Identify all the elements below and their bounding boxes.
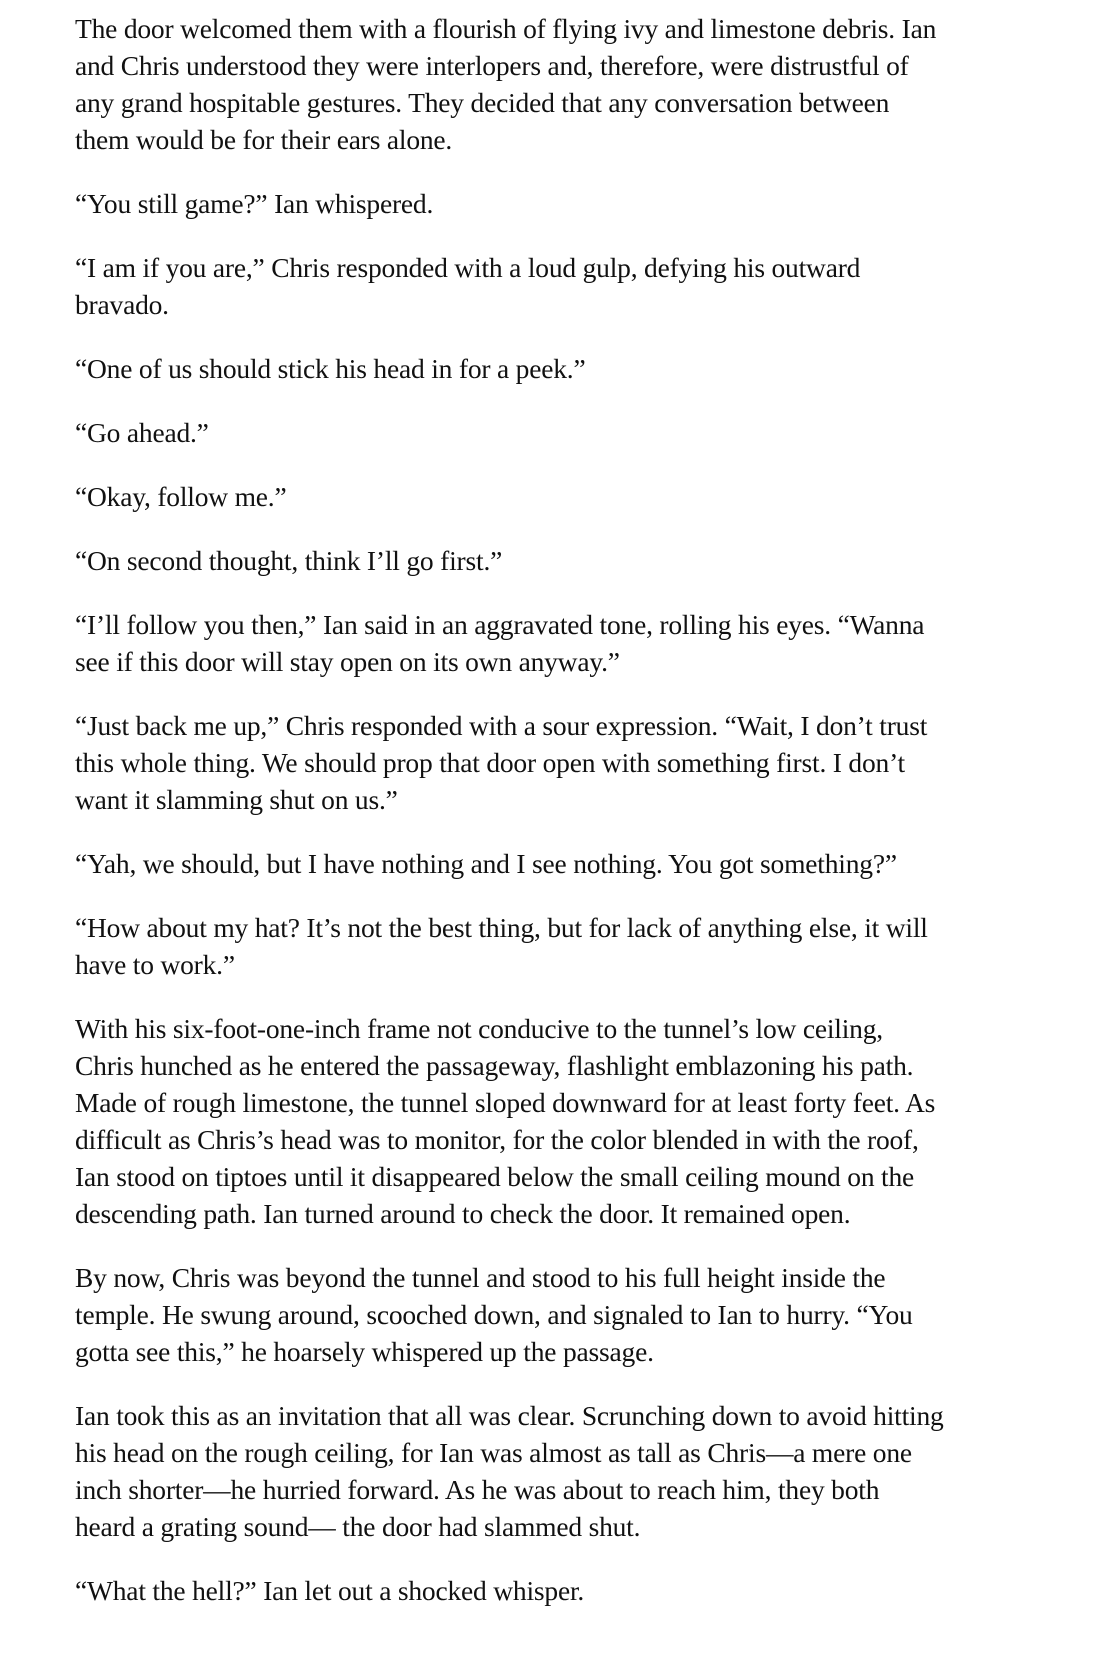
paragraph-11: “How about my hat? It’s not the best thing, but for lack of anything else, it will have to work.” [75,912,928,980]
paragraph-13: By now, Chris was beyond the tunnel and stood to his full height inside the temple. He swung around, scooched down, and signaled to Ian to hurry. “You gotta see this,” he hoarsely whispered up the passage. [75,1262,913,1367]
paragraph-8: “I’ll follow you then,” Ian said in an aggravated tone, rolling his eyes. “Wanna see if this door will stay open on its own anyway.” [75,609,925,677]
paragraph-7: “On second thought, think I’ll go first.” [75,545,503,576]
paragraph-2: “You still game?” Ian whispered. [75,188,434,219]
paragraph-5: “Go ahead.” [75,417,209,448]
paragraph-14: Ian took this as an invitation that all was clear. Scrunching down to avoid hitting his head on the rough ceiling, for Ian was almost as tall as Chris—a mere one inch shorter—he hurried forward. As he was about to reach him, they both heard a grating sound— the door had slammed shut. [75,1400,944,1542]
document-page [75,10,1045,1636]
paragraph-12: With his six-foot-one-inch frame not conducive to the tunnel’s low ceiling, Chris hunched as he entered the passageway, flashlight emblazoning his path. Made of rough limestone, the tunnel sloped downward for at least forty feet. As difficult as Chris’s head was to monitor, for the color blended in with the roof, Ian stood on tiptoes until it disappeared below the small ceiling mound on the descending path. Ian turned around to check the door. It remained open. [75,1013,936,1229]
paragraph-3: “I am if you are,” Chris responded with a loud gulp, defying his outward bravado. [75,252,861,320]
paragraph-6: “Okay, follow me.” [75,481,287,512]
paragraph-9: “Just back me up,” Chris responded with a sour expression. “Wait, I don’t trust this whole thing. We should prop that door open with something first. I don’t want it slamming shut on us.” [75,710,928,815]
paragraph-10: “Yah, we should, but I have nothing and I see nothing. You got something?” [75,848,897,879]
paragraph-1: The door welcomed them with a flourish of flying ivy and limestone debris. Ian and Chris understood they were interlopers and, therefore, were distrustful of any grand hospitable gestures. They decided that any conversation between them would be for their ears alone. [75,13,937,155]
paragraph-15: “What the hell?” Ian let out a shocked whisper. [75,1575,585,1606]
paragraph-4: “One of us should stick his head in for a peek.” [75,353,586,384]
